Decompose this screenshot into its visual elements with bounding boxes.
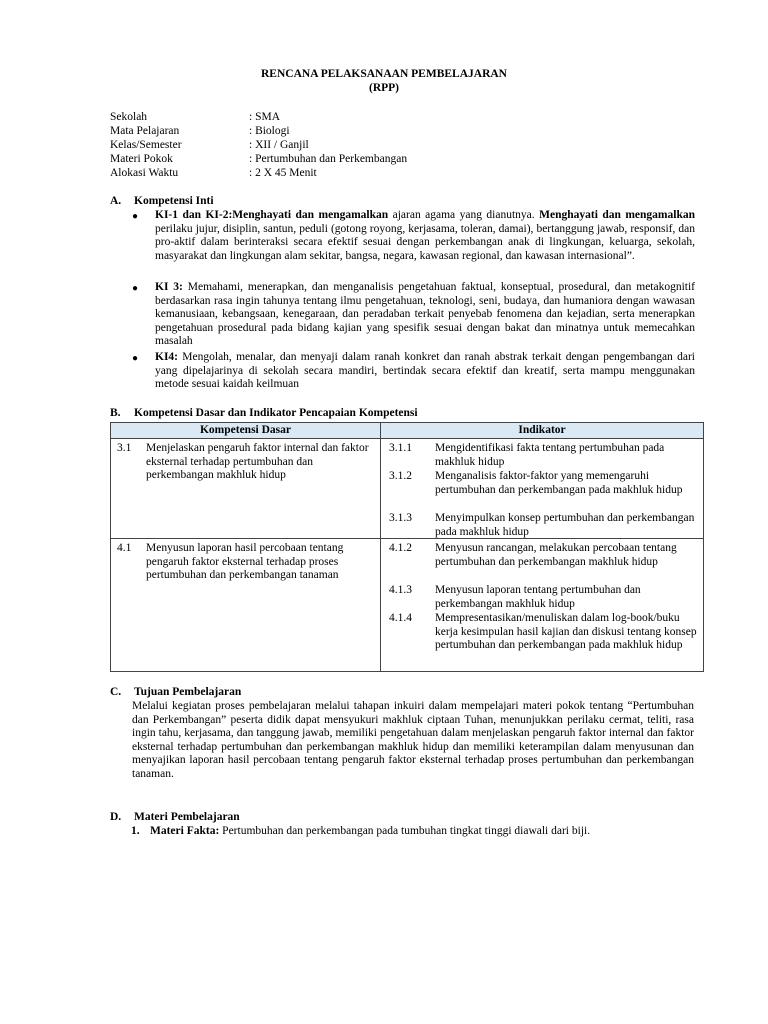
materi-item-number: 1. bbox=[131, 825, 140, 837]
section-c-letter: C. bbox=[110, 686, 122, 698]
section-c-title: Tujuan Pembelajaran bbox=[134, 686, 242, 698]
section-c-paragraph: Melalui kegiatan proses pembelajaran melalui tahapan inkuiri dalam mempelajari materi pokok tentang “Pertumbuhan dan Perkembangan” peserta didik dapat mensyukuri makhluk ciptaan Tuhan, menunjukkan perilaku cermat, teliti, rasa ingin tahu, kerjasama, dan tanggung jawab, memiliki pengetahuan dalam menjelaskan pengaruh faktor internal dan faktor eksternal terhadap pertumbuhan dan perkembangan makhluk hidup dan memiliki keterampilan dalam menyusunan dan menyajikan laporan hasil percobaan tentang pengaruh faktor eksternal terhadap proses pertumbuhan dan perkembangan tanaman. bbox=[132, 700, 694, 780]
kd-cell bbox=[111, 539, 381, 672]
info-value-sekolah: : SMA bbox=[249, 111, 280, 123]
ki1-bold1: KI-1 dan KI-2:Menghayati dan mengamalkan bbox=[155, 209, 389, 221]
indicator-number: 3.1.2 bbox=[389, 470, 412, 482]
ki4-paragraph bbox=[155, 351, 695, 392]
kd-text: Menjelaskan pengaruh faktor internal dan faktor eksternal terhadap pertumbuhan dan perkembangan makhluk hidup bbox=[146, 442, 369, 482]
ki1-text2: perilaku jujur, disiplin, santun, peduli (gotong royong, kerjasama, toleran, damai), bertanggung jawab, responsif, dan pro-aktif dalam berinteraksi secara efektif sesuai dengan perkembangan anak di lingkungan, keluarga, sekolah, masyarakat dan lingkungan alam sekitar, bangsa, negara, kawasan regional, dan kawasan internasional”. bbox=[155, 222, 695, 262]
section-b-title: Kompetensi Dasar dan Indikator Pencapaian Kompetensi bbox=[134, 407, 418, 419]
info-value-materi: : Pertumbuhan dan Perkembangan bbox=[249, 153, 408, 165]
competency-table bbox=[110, 422, 704, 672]
indicator-text: Menyimpulkan konsep pertumbuhan dan perkembangan pada makhluk hidup bbox=[435, 512, 695, 538]
info-value-mapel: : Biologi bbox=[249, 125, 290, 137]
info-value-kelas: : XII / Ganjil bbox=[249, 139, 309, 151]
indicator-number: 3.1.3 bbox=[389, 512, 412, 524]
materi-fakta-label: Materi Fakta: bbox=[150, 825, 220, 837]
bullet-ki3: ● bbox=[132, 283, 139, 294]
indicator-text: Mengidentifikasi fakta tentang pertumbuhan pada makhluk hidup bbox=[435, 442, 665, 468]
ki1-paragraph bbox=[155, 209, 695, 263]
ki1-bold2: Menghayati dan mengamalkan bbox=[539, 209, 695, 221]
info-label-mapel: Mata Pelajaran bbox=[110, 125, 180, 137]
indicator-cell bbox=[381, 539, 704, 672]
document-title: RENCANA PELAKSANAAN PEMBELAJARAN bbox=[261, 68, 507, 80]
indicator-text: Menyusun rancangan, melakukan percobaan tentang pertumbuhan dan perkembangan makhluk hidup bbox=[435, 542, 677, 568]
materi-fakta-text: Pertumbuhan dan perkembangan pada tumbuhan tingkat tinggi diawali dari biji. bbox=[219, 825, 591, 837]
kd-text: Menyusun laporan hasil percobaan tentang pengaruh faktor eksternal terhadap proses pertumbuhan dan perkembangan tanaman bbox=[146, 542, 344, 582]
kd-cell bbox=[111, 439, 381, 539]
table-header-row bbox=[111, 423, 704, 439]
section-b-letter: B. bbox=[110, 407, 121, 419]
info-label-alokasi: Alokasi Waktu bbox=[110, 167, 179, 179]
info-value-alokasi: : 2 X 45 Menit bbox=[249, 167, 317, 179]
column-header-kd: Kompetensi Dasar bbox=[111, 423, 381, 439]
indicator-text: Mempresentasikan/menuliskan dalam log-book/buku kerja kesimpulan hasil kajian dan diskusi tentang konsep pertumbuhan dan perkembangan pada makhluk hidup bbox=[435, 612, 697, 652]
table-row bbox=[111, 439, 704, 539]
materi-fakta-line bbox=[150, 825, 710, 839]
column-header-indikator: Indikator bbox=[381, 423, 704, 439]
indicator-number: 4.1.4 bbox=[389, 612, 412, 624]
indicator-text: Menyusun laporan tentang pertumbuhan dan perkembangan makhluk hidup bbox=[435, 584, 641, 610]
indicator-number: 3.1.1 bbox=[389, 442, 412, 454]
indicator-number: 4.1.2 bbox=[389, 542, 412, 554]
section-d-letter: D. bbox=[110, 811, 122, 823]
indicator-text: Menganalisis faktor-faktor yang memengaruhi pertumbuhan dan perkembangan pada makhluk hidup bbox=[435, 470, 683, 496]
section-a-letter: A. bbox=[110, 195, 122, 207]
kd-number: 4.1 bbox=[117, 542, 132, 554]
info-label-materi: Materi Pokok bbox=[110, 153, 173, 165]
section-d-title: Materi Pembelajaran bbox=[134, 811, 240, 823]
indicator-cell bbox=[381, 439, 704, 539]
ki3-paragraph bbox=[155, 281, 695, 349]
table-row bbox=[111, 539, 704, 672]
ki3-bold: KI 3: bbox=[155, 281, 183, 293]
info-label-sekolah: Sekolah bbox=[110, 111, 148, 123]
ki4-bold: KI4: bbox=[155, 351, 178, 363]
document-subtitle: (RPP) bbox=[368, 82, 399, 94]
bullet-ki4: ● bbox=[132, 353, 139, 364]
ki3-text: Memahami, menerapkan, dan menganalisis pengetahuan faktual, konseptual, prosedural, dan metakognitif berdasarkan rasa ingin tahunya tentang ilmu pengetahuan, teknologi, seni, budaya, dan humaniora dengan wawasan kemanusiaan, kebangsaan, kenegaraan, dan peradaban terkait penyebab fenomena dan kejadian, serta menerapkan pengetahuan prosedural pada bidang kajian yang spesifik sesuai dengan bakat dan minatnya untuk memecahkan masalah bbox=[155, 281, 696, 348]
ki4-text: Mengolah, menalar, dan menyaji dalam ranah konkret dan ranah abstrak terkait dengan pengembangan dari yang dipelajarinya di sekolah secara mandiri, bertindak secara efektif dan kreatif, serta mampu menggunakan metode sesuai kaidah keilmuan bbox=[155, 351, 695, 391]
ki1-text1: ajaran agama yang dianutnya. bbox=[388, 209, 540, 221]
section-a-title: Kompetensi Inti bbox=[134, 195, 214, 207]
indicator-number: 4.1.3 bbox=[389, 584, 412, 596]
kd-number: 3.1 bbox=[117, 442, 132, 454]
info-label-kelas: Kelas/Semester bbox=[110, 139, 182, 151]
bullet-ki1: ● bbox=[132, 211, 139, 222]
